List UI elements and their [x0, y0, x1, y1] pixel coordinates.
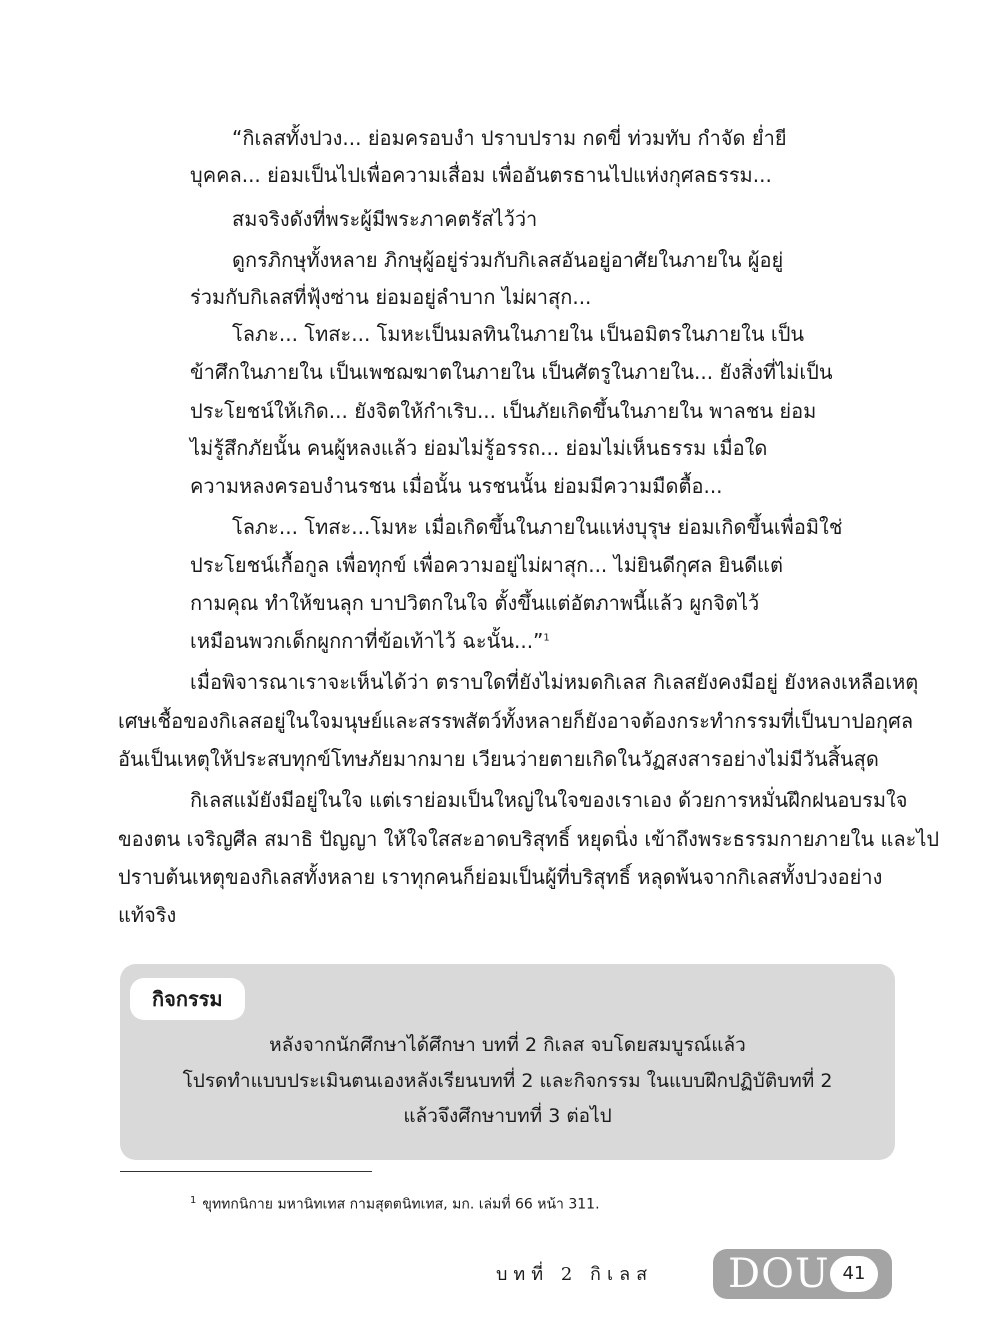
quote-p5-line4-text: เหมือนพวกเด็กผูกกาที่ข้อเท้าไว้ ฉะนั้น...” — [190, 629, 544, 653]
body-p1-line3: อันเป็นเหตุให้ประสบทุกข์โทษภัยมากมาย เวียนว่ายตายเกิดในวัฏสงสารอย่างไม่มีวันสิ้นสุด — [118, 747, 879, 771]
activity-line-1: หลังจากนักศึกษาได้ศึกษา บทที่ 2 กิเลส จบโดยสมบูรณ์แล้ว — [269, 1034, 746, 1056]
quote-p1-line2: บุคคล... ย่อมเป็นไปเพื่อความเสื่อม เพื่ออันตรธานไปแห่งกุศลธรรม... — [190, 163, 772, 187]
body-p2-line2: ของตน เจริญศีล สมาธิ ปัญญา ให้ใจใสสะอาดบริสุทธิ์ หยุดนิ่ง เข้าถึงพระธรรมกายภายใน และไป — [118, 827, 940, 851]
page-number: 41 — [830, 1256, 878, 1292]
footnote — [190, 1190, 600, 1216]
activity-line-2: โปรดทำแบบประเมินตนเองหลังเรียนบทที่ 2 และกิจกรรม ในแบบฝึกปฏิบัติบทที่ 2 — [182, 1070, 833, 1092]
quote-p3-line1: ดูกรภิกษุทั้งหลาย ภิกษุผู้อยู่ร่วมกับกิเลสอันอยู่อาศัยในภายใน ผู้อยู่ — [232, 248, 784, 272]
quote-p4-line3: ประโยชน์ให้เกิด... ยังจิตให้กำเริบ... เป็นภัยเกิดขึ้นในภายใน พาลชน ย่อม — [190, 399, 817, 423]
footnote-text: ขุททกนิกาย มหานิทเทส กามสุตตนิทเทส, มก. เล่มที่ 66 หน้า 311. — [202, 1196, 600, 1213]
body-p1-line2: เศษเชื้อของกิเลสอยู่ในใจมนุษย์และสรรพสัตว์ทั้งหลายก็ยังอาจต้องกระทำกรรมที่เป็นบาปอกุศล — [118, 709, 914, 733]
quote-p2-line1: สมจริงดังที่พระผู้มีพระภาคตรัสไว้ว่า — [232, 207, 538, 231]
quote-p5-line1: โลภะ... โทสะ...โมหะ เมื่อเกิดขึ้นในภายในแห่งบุรุษ ย่อมเกิดขึ้นเพื่อมิใช่ — [232, 515, 843, 539]
quote-p1-line1: “กิเลสทั้งปวง... ย่อมครอบงำ ปราบปราม กดขี่ ท่วมทับ กำจัด ย่ำยี — [232, 126, 787, 150]
activity-line-3: แล้วจึงศึกษาบทที่ 3 ต่อไป — [403, 1105, 612, 1127]
body-p2-line3: ปราบต้นเหตุของกิเลสทั้งหลาย เราทุกคนก็ย่อมเป็นผู้ที่บริสุทธิ์ หลุดพ้นจากกิเลสทั้งปวงอย่าง — [118, 865, 883, 889]
quote-p4-line4: ไม่รู้สึกภัยนั้น คนผู้หลงแล้ว ย่อมไม่รู้อรรถ... ย่อมไม่เห็นธรรม เมื่อใด — [190, 436, 768, 460]
quote-p4-line1: โลภะ... โทสะ... โมหะเป็นมลทินในภายใน เป็นอมิตรในภายใน เป็น — [232, 322, 805, 346]
quote-p5-line4 — [190, 627, 808, 655]
activity-title: กิจกรรม — [130, 978, 245, 1020]
quote-p5-line2: ประโยชน์เกื้อกูล เพื่อทุกข์ เพื่อความอยู่ไม่ผาสุก... ไม่ยินดีกุศล ยินดีแต่ — [190, 553, 783, 577]
dou-logo: DOU — [728, 1251, 830, 1297]
body-p2-line1: กิเลสแม้ยังมีอยู่ในใจ แต่เราย่อมเป็นใหญ่ในใจของเราเอง ด้วยการหมั่นฝึกฝนอบรมใจ — [190, 788, 908, 812]
chapter-label: บทที่ 2 กิเลส — [496, 1264, 654, 1285]
footnote-divider — [120, 1171, 372, 1172]
quote-p3-line2: ร่วมกับกิเลสที่ฟุ้งซ่าน ย่อมอยู่ลำบาก ไม่ผาสุก... — [190, 285, 592, 309]
quote-p4-line5: ความหลงครอบงำนรชน เมื่อนั้น นรชนนั้น ย่อมมีความมืดตื้อ... — [190, 474, 723, 498]
quote-p4-line2: ข้าศึกในภายใน เป็นเพชฌฆาตในภายใน เป็นศัตรูในภายใน... ยังสิ่งที่ไม่เป็น — [190, 360, 833, 384]
body-p1-line1: เมื่อพิจารณาเราจะเห็นได้ว่า ตราบใดที่ยังไม่หมดกิเลส กิเลสยังคงมีอยู่ ยังหลงเหลือเหตุ — [190, 670, 919, 694]
footnote-ref: 1 — [543, 632, 550, 644]
quote-p5-line3: กามคุณ ทำให้ขนลุก บาปวิตกในใจ ตั้งขึ้นแต่อัตภาพนี้แล้ว ผูกจิตไว้ — [190, 591, 760, 615]
footnote-number: 1 — [190, 1195, 197, 1206]
body-p2-line4: แท้จริง — [118, 903, 177, 927]
